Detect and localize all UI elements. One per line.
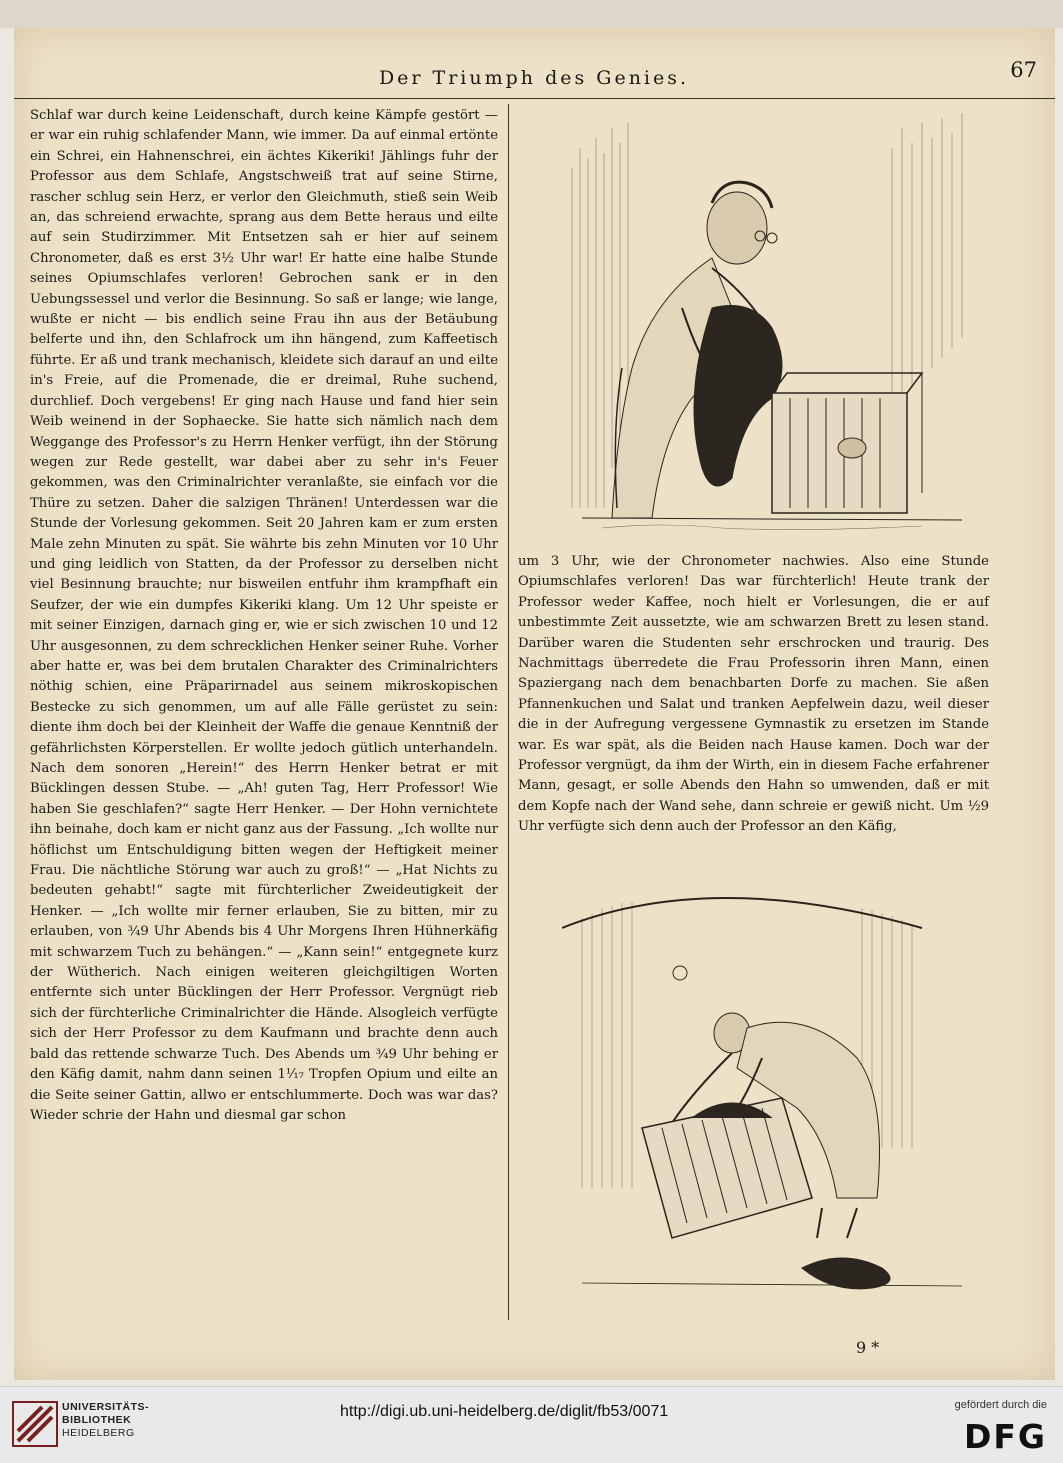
- text-column-left: [30, 106, 498, 1126]
- paragraph: um 3 Uhr, wie der Chronometer nachwies. Also eine Stunde Opiumschlafes verloren! Das war fürchterlich! Heute trank der Professor weder Kaffee, noch hielt er Vorlesungen, die er auf unbestimmte Zeit aussetzte, wie am schwarzen Brett zu lesen stand. Darüber waren die Studenten sehr erschrocken und traurig. Des Nachmittags überredete die Frau Professorin ihren Mann, einen Spaziergang nach dem benachbarten Dorfe zu machen. Sie aßen Pfannenkuchen und Salat und tranken Aepfelwein dazu, weil dieser die in der Aufregung vergessene Gymnastik zu ersetzen im Stande war. Es war spät, als die Beiden nach Hause kamen. Doch war der Professor vergnügt, da ihm der Wirth, ein in diesem Fache erfahrener Mann, gesagt, er solle Abends den Hahn so umwenden, daß er mit dem Kopfe nach der Wand sehe, dann schreie er gewiß nicht. Um ½9 Uhr verfügte sich denn auch der Professor an den Käfig,: [518, 554, 989, 835]
- scan-background: [0, 0, 1063, 28]
- page-number: 67: [1010, 58, 1037, 82]
- signature-mark: 9 *: [856, 1338, 880, 1357]
- paragraph: Schlaf war durch keine Leidenschaft, durch keine Kämpfe gestört — er war ein ruhig schlafender Mann, wie immer. Da auf einmal ertönte ein Schrei, ein Hahnenschrei, ein ächtes Kikeriki! Jählings fuhr der Professor aus dem Schlafe, Angstschweiß trat auf seine Stirne, rascher schlug sein Herz, er verlor den Gleichmuth, stieß sein Weib an, das schreiend erwachte, sprang aus dem Bette heraus und eilte auf sein Studirzimmer. Mit Entsetzen sah er hier auf seinem Chronometer, daß es erst 3½ Uhr war! Er hatte eine halbe Stunde seines Opiumschlafes verloren! Gebrochen sank er in den Uebungssessel und verlor die Besinnung. So saß er lange; wie lange, wußte er nicht — bis endlich seine Frau ihn aus der Betäubung belferte und ihn, den Schlafrock um ihn hängend, zum Kaffeetisch führte. Er aß und trank mechanisch, kleidete sich darauf an und eilte in's Freie, auf die Promenade, die er dreimal, Ruhe suchend, durchlief. Doch vergebens! Er ging nach Hause und fand hier sein Weib weinend in der Sophaecke. Sie hatte sich nämlich nach dem Weggange des Professor's zu Herrn Henker verfügt, ihn der Störung wegen zur Rede gestellt, war dabei aber zu sehr in's Feuer gekommen, was den Criminalrichter veranlaßte, sie einfach vor die Thüre zu setzen. Daher die salzigen Thränen! Unterdessen war die Stunde der Vorlesung gekommen. Seit 20 Jahren kam er zum ersten Male zehn Minuten zu spät. Sie währte bis zehn Minuten vor 10 Uhr und ging leidlich von Statten, da der Professor zu derselben nicht viel Besinnung brauchte; nur bisweilen entfuhr ihm krampfhaft ein Seufzer, der wie ein dumpfes Kikeriki klang. Um 12 Uhr speiste er mit seiner Einzigen, darnach ging er, wie er sich zwischen 10 und 12 Uhr ausgesonnen, zu dem schrecklichen Henker seiner Ruhe. Vorher aber hatte er, was bei dem brutalen Charakter des Criminalrichters nöthig schien, eine Präparirnadel aus seinem mikroskopischen Bestecke zu sich genommen, um auf alle Fälle gerüstet zu sein: diente ihm doch bei der Kleinheit der Waffe die genaue Kenntniß der gefährlichsten Körperstellen. Er wollte jedoch gütlich unterhandeln. Nach dem sonoren „Herein!“ des Herrn Henker betrat er mit Bücklingen dessen Stube. — „Ah! guten Tag, Herr Professor! Wie haben Sie geschlafen?“ sagte Herr Henker. — Der Hohn vernichtete ihn beinahe, doch kam er nicht ganz aus der Fassung. „Ich wollte nur höflichst um Entschuldigung bitten wegen der Heftigkeit meiner Frau. Die nächtliche Störung war auch zu groß!“ — „Hat Nichts zu bedeuten gehabt!“ sagte mit fürchterlicher Zweideutigkeit der Henker. — „Ich wollte mir ferner erlauben, Sie zu bitten, mir zu erlauben, von ¾9 Uhr Abends bis 4 Uhr Morgens Ihren Hühnerkäfig mit schwarzem Tuch zu behängen.“ — „Kann sein!“ entgegnete kurz der Wütherich. Nach einigen weiteren gleichgiltigen Worten entfernte sich unter Bücklingen der Herr Professor. Vergnügt rieb sich der fürchterliche Criminalrichter die Hände. Alsogleich verfügte sich der Herr Professor zu dem Kaufmann und brachte denn auch bald das rettende schwarze Tuch. Des Abends um ¾9 Uhr behing er den Käfig damit, nahm dann seinen 1¹⁄₁₇ Tropfen Opium und eilte an die Seite seiner Gattin, allwo er entschlummerte. Doch was war das? Wieder schrie der Hahn und diesmal gar schon: [30, 108, 498, 1123]
- column-divider: [508, 104, 509, 1320]
- text-column-right: [518, 552, 989, 838]
- running-title: Der Triumph des Genies.: [378, 67, 690, 89]
- library-name: UNIVERSITÄTS- BIBLIOTHEK HEIDELBERG: [62, 1401, 150, 1439]
- dfg-logo: DFG: [963, 1417, 1047, 1456]
- illustration-professor-covering-cage: [562, 108, 982, 538]
- permalink[interactable]: http://digi.ub.uni-heidelberg.de/diglit/fb53/0071: [340, 1403, 669, 1420]
- university-library-logo-icon: [12, 1401, 58, 1447]
- funder-caption: gefördert durch die: [954, 1399, 1047, 1411]
- illustration-professor-turning-cage: [562, 888, 982, 1320]
- header-rule: [14, 98, 1055, 99]
- newspaper-page: [14, 28, 1055, 1380]
- digitization-footer: [0, 1386, 1063, 1463]
